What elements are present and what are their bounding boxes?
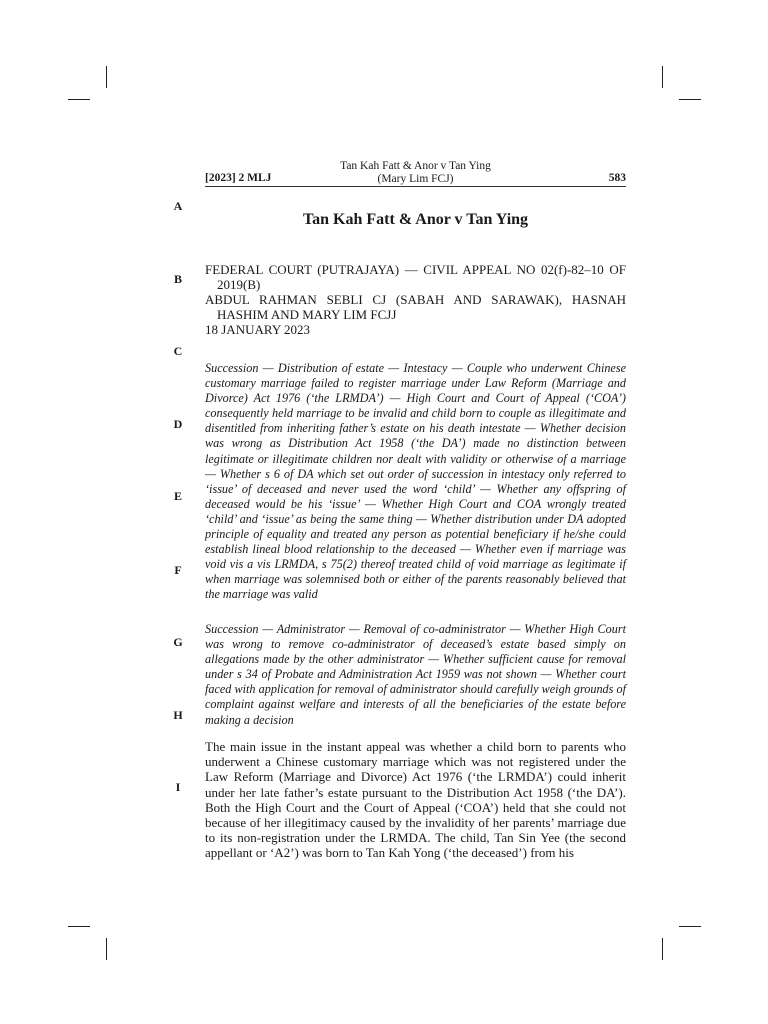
crop-mark-bottom-right — [662, 938, 663, 960]
case-short-title: Tan Kah Fatt & Anor v Tan Ying — [340, 160, 491, 172]
margin-letter-g: G — [173, 635, 183, 649]
citation: [2023] 2 MLJ — [205, 172, 272, 184]
crop-mark-bottom-right-h — [679, 926, 701, 927]
margin-letter-f: F — [174, 563, 182, 577]
margin-letter-a: A — [173, 199, 183, 213]
running-head — [205, 160, 626, 186]
headnote-body: The main issue in the instant appeal was whether a child born to parents who underwent a Chinese customary marriage which was not registered under the Law Reform (Marriage and Divorce) Act 1976 (‘the LRMDA’) could inherit under her late father’s estate pursuant to the Distribution Act 1958 (‘the DA’). Both the High Court and the Court of Appeal (‘COA’) held that she could not because of her illegitimacy caused by the invalidity of her parents’ marriage due to its non-registration under the LRMDA. The child, Tan Sin Yee (the second appellant or ‘A2’) was born to Tan Kah Yong (‘the deceased’) from his — [205, 739, 626, 861]
margin-letter-i: I — [175, 780, 181, 794]
judgment-date: 18 JANUARY 2023 — [205, 322, 310, 337]
page-number: 583 — [608, 172, 626, 184]
margin-letter-h: H — [173, 708, 183, 722]
crop-mark-bottom-left — [106, 938, 107, 960]
catchwords-administrator: Succession — Administrator — Removal of co-administrator — Whether High Court was wrong to remove co-administrator of deceased’s estate based simply on allegations made by the other administrator — Whether sufficient cause for removal under s 34 of Probate and Administration Act 1959 was not shown — Whether court faced with application for removal of administrator should carefully weigh grounds of complaint against welfare and interests of all the beneficiaries of the estate before making a decision — [205, 622, 626, 727]
running-head-center — [205, 160, 626, 186]
appeal-reference: FEDERAL COURT (PUTRAJAYA) — CIVIL APPEAL NO 02(f)-82–10 OF 2019(B) — [205, 262, 626, 292]
header-rule — [205, 186, 626, 187]
coram: ABDUL RAHMAN SEBLI CJ (SABAH AND SARAWAK), HASNAH HASHIM AND MARY LIM FCJJ — [205, 292, 626, 322]
margin-letter-b: B — [173, 272, 182, 286]
court-details — [205, 262, 626, 337]
crop-mark-top-left-h — [68, 99, 90, 100]
crop-mark-bottom-left-h — [68, 926, 90, 927]
judge-name: (Mary Lim FCJ) — [377, 173, 454, 185]
case-title: Tan Kah Fatt & Anor v Tan Ying — [302, 211, 529, 228]
margin-letter-c: C — [173, 344, 183, 358]
crop-mark-top-left — [106, 66, 107, 88]
crop-mark-top-right — [662, 66, 663, 88]
margin-letter-d: D — [173, 417, 183, 431]
catchwords-distribution: Succession — Distribution of estate — Intestacy — Couple who underwent Chinese customary marriage failed to register marriage under Law Reform (Marriage and Divorce) Act 1976 (‘the LRMDA’) — High Court and Court of Appeal (‘COA’) consequently held marriage to be invalid and child born to couple as illegitimate and disentitled from inheriting father’s estate on his death intestate — Whether decision was wrong as Distribution Act 1958 (‘the DA’) made no distinction between legitimate or illegitimate children nor dealt with validity or otherwise of a marriage — Whether s 6 of DA which set out order of succession in intestacy only referred to ‘issue’ of deceased and never used the word ‘child’ — Whether any offspring of deceased would be his ‘issue’ — Whether High Court and COA wrongly treated ‘child’ and ‘issue’ as being the same thing — Whether distribution under DA adopted principle of equality and treated any person as potential beneficiary if he/she could establish lineal blood relationship to the deceased — Whether even if marriage was void vis a vis LRMDA, s 75(2) thereof treated child of void marriage as legitimate if when marriage was solemnised both or either of the parents reasonably believed that the marriage was valid — [205, 361, 626, 602]
margin-letter-e: E — [173, 489, 182, 503]
crop-mark-top-right-h — [679, 99, 701, 100]
